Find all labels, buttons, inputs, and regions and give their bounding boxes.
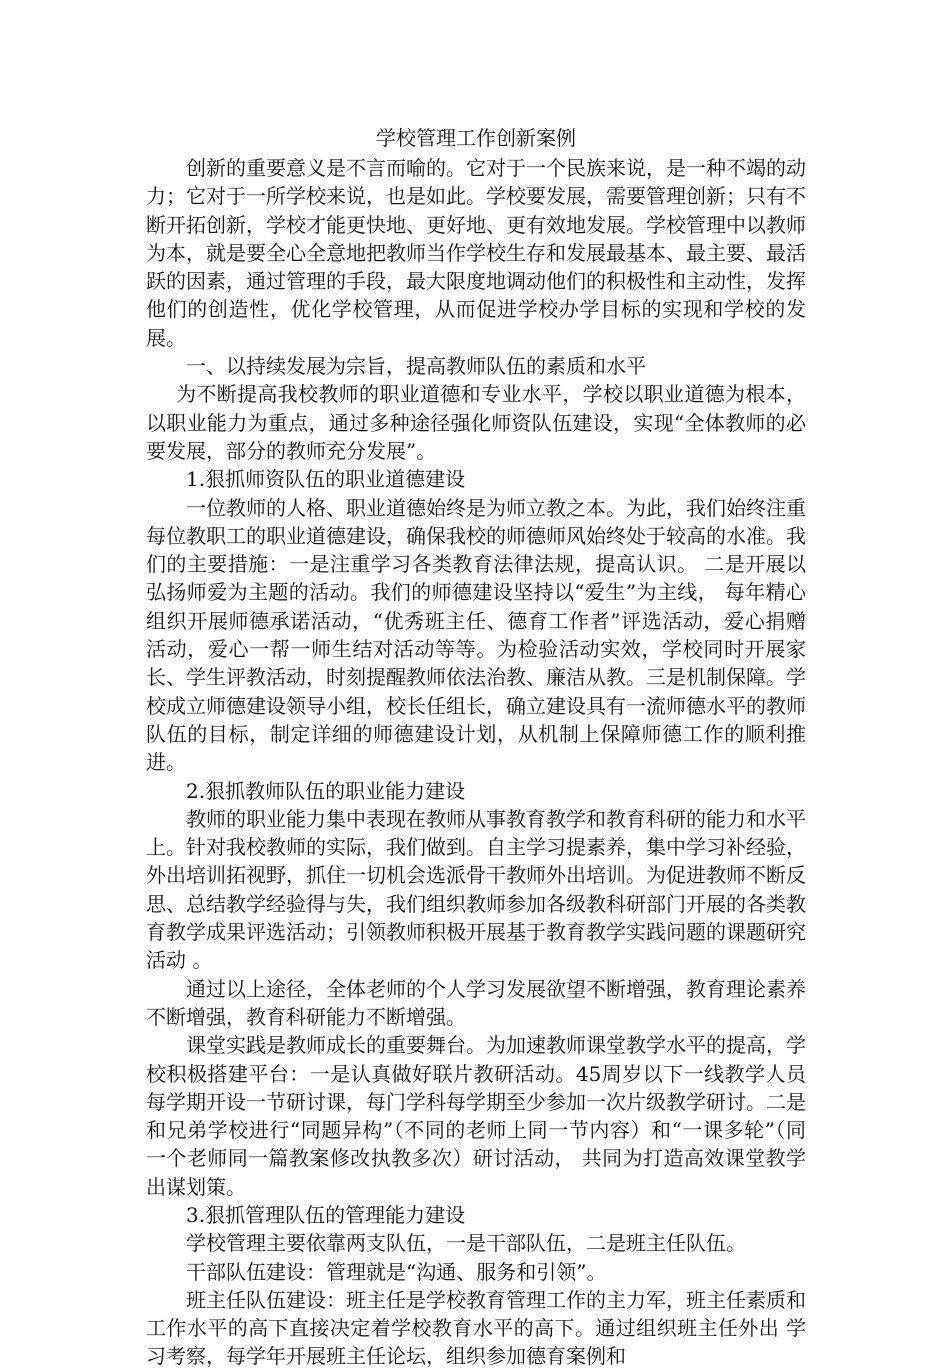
document-body bbox=[146, 122, 806, 1371]
section-heading: 一、以持续发展为宗旨，提高教师队伍的素质和水平 bbox=[186, 354, 646, 379]
body-paragraph: 班主任队伍建设：班主任是学校教育管理工作的主力军，班主任素质和工作水平的高下直接决定着学校教育水平的高下。通过组织班主任外出 学习考察，每学年开展班主任论坛，组织参加德育案例和 bbox=[146, 1287, 806, 1369]
body-paragraph: 为不断提高我校教师的职业道德和专业水平，学校以职业道德为根本，以职业能力为重点，通过多种途径强化师资队伍建设，实现“全体教师的必要发展，部分的教师充分发展”。 bbox=[146, 382, 806, 463]
section-heading: 1.狠抓师资队伍的职业道德建设 bbox=[186, 467, 466, 492]
body-paragraph: 创新的重要意义是不言而喻的。它对于一个民族来说，是一种不竭的动力；它对于一所学校来说，也是如此。学校要发展，需要管理创新；只有不断开拓创新，学校才能更快地、更好地、更有效地发展。学校管理中以教师为本，就是要全心全意地把教师当作学校生存和发展最基本、最主要、最活跃的因素，通过管理的手段，最大限度地调动他们的积极性和主动性，发挥他们的创造性，优化学校管理，从而促进学校办学目标的实现和学校的发展。 bbox=[146, 156, 806, 350]
body-paragraph: 一位教师的人格、职业道德始终是为师立教之本。为此，我们始终注重每位教职工的职业道德建设，确保我校的师德师风始终处于较高的水准。我们的主要措施：一是注重学习各类教育法律法规，提高认识。 二是开展以弘扬师爱为主题的活动。我们的师德建设坚持以“爱生”为主线， 每年精心组织开展师德承诺活动，“优秀班主任、德育工作者”评选活动，爱心捐赠活动，爱心一帮一师生结对活动等等。为检验活动实效，学校同时开展家长、学生评教活动，时刻提醒教师依法治教、廉洁从教。三是机制保障。学校成立师德建设领导小组，校长任组长，确立建设具有一流师德水平的教师队伍的目标，制定详细的师德建设计划，从机制上保障师德工作的顺利推进。 bbox=[146, 495, 806, 775]
body-paragraph: 通过以上途径，全体老师的个人学习发展欲望不断增强，教育理论素养不断增强，教育科研能力不断增强。 bbox=[146, 976, 806, 1029]
document-title: 学校管理工作创新案例 bbox=[376, 126, 576, 150]
section-heading: 2.狠抓教师队伍的职业能力建设 bbox=[186, 778, 466, 803]
body-paragraph: 干部队伍建设：管理就是“沟通、服务和引领”。 bbox=[186, 1259, 607, 1284]
body-paragraph: 课堂实践是教师成长的重要舞台。为加速教师课堂教学水平的提高，学校积极搭建平台：一是认真做好联片教研活动。45周岁以下一线教学人员每学期开设一节研讨课，每门学科每学期至少参加一次片级教学研讨。二是和兄弟学校进行“同题异构”（不同的老师上同一节内容）和“一课多轮”（同一个老师同一篇教案修改执教多次）研讨活动， 共同为打造高效课堂教学出谋划策。 bbox=[146, 1033, 806, 1199]
body-paragraph: 学校管理主要依靠两支队伍，一是干部队伍，二是班主任队伍。 bbox=[186, 1231, 746, 1256]
paragraph-list bbox=[146, 154, 806, 1371]
body-paragraph: 教师的职业能力集中表现在教师从事教育教学和教育科研的能力和水平上。针对我校教师的实际，我们做到。自主学习提素养，集中学习补经验，外出培训拓视野，抓住一切机会选派骨干教师外出培训。为促进教师不断反思、总结教学经验得与失，我们组织教师参加各级教科研部门开展的各类教育教学成果评选活动；引领教师积极开展基于教育教学实践问题的课题研究活动 。 bbox=[146, 806, 806, 973]
section-heading: 3.狠抓管理队伍的管理能力建设 bbox=[186, 1202, 466, 1227]
